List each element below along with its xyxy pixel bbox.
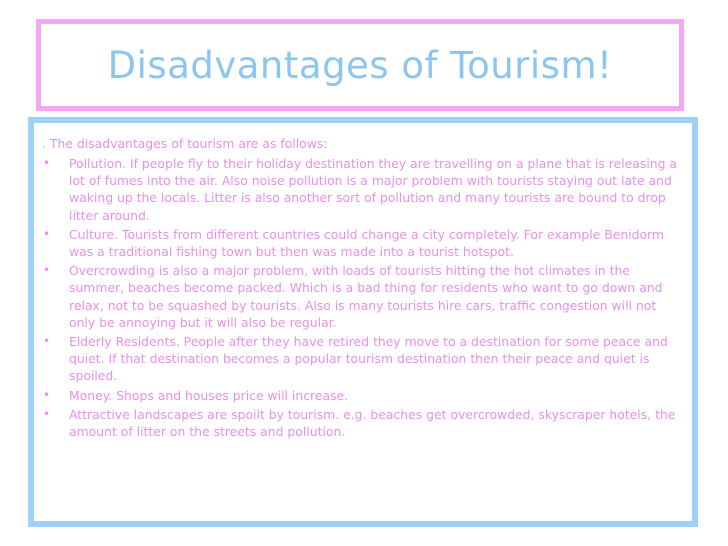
bullet-icon: • (43, 334, 51, 349)
bullet-list (42, 155, 682, 440)
bullet-icon: • (43, 387, 51, 402)
bullet-item-money (42, 387, 682, 404)
bullet-item-elderly-residents (42, 333, 682, 385)
bullet-item-pollution (42, 155, 682, 224)
bullet-icon: • (43, 263, 51, 278)
bullet-icon: • (43, 156, 51, 170)
bullet-text: Attractive landscapes are spoilt by tourism. e.g. beaches get overcrowded, skyscraper hotels, the amount of litter on the streets and pollution. (69, 406, 676, 440)
bullet-item-landscapes (42, 406, 682, 440)
bullet-item-overcrowding (42, 262, 682, 331)
bullet-icon: • (43, 226, 51, 241)
bullet-text: Elderly Residents. People after they have retired they move to a destination for some peace and quiet. If that destination becomes a popular tourism destination then their peace and quiet is spoiled. (69, 334, 668, 384)
slide-title: Disadvantages of Tourism! (107, 43, 613, 87)
bullet-icon: • (43, 406, 51, 421)
bullet-text: Overcrowding is also a major problem, with loads of tourists hitting the hot climates in the summer, beaches become packed. Which is a bad thing for residents who want to go down and relax, not to be squashed by tourists. Also is many tourists hire cars, traffic congestion will not only be annoying but it will also be regular. (69, 263, 663, 330)
bullet-text: Money. Shops and houses price will increase. (69, 387, 349, 403)
content-box (28, 117, 698, 527)
intro-text: . The disadvantages of tourism are as follows: (42, 136, 328, 151)
bullet-item-culture (42, 226, 682, 260)
title-box (36, 19, 684, 111)
bullet-text: Pollution. If people fly to their holiday destination they are travelling on a plane that is releasing a lot of fumes into the air. Also noise pollution is a major problem with tourists staying out late and waking up the locals. Litter is also another sort of pollution and many tourists are bound to drop litter around. (69, 156, 678, 223)
bullet-text: Culture. Tourists from different countries could change a city completely. For example Benidorm was a traditional fishing town but then was made into a tourist hotspot. (69, 226, 665, 260)
